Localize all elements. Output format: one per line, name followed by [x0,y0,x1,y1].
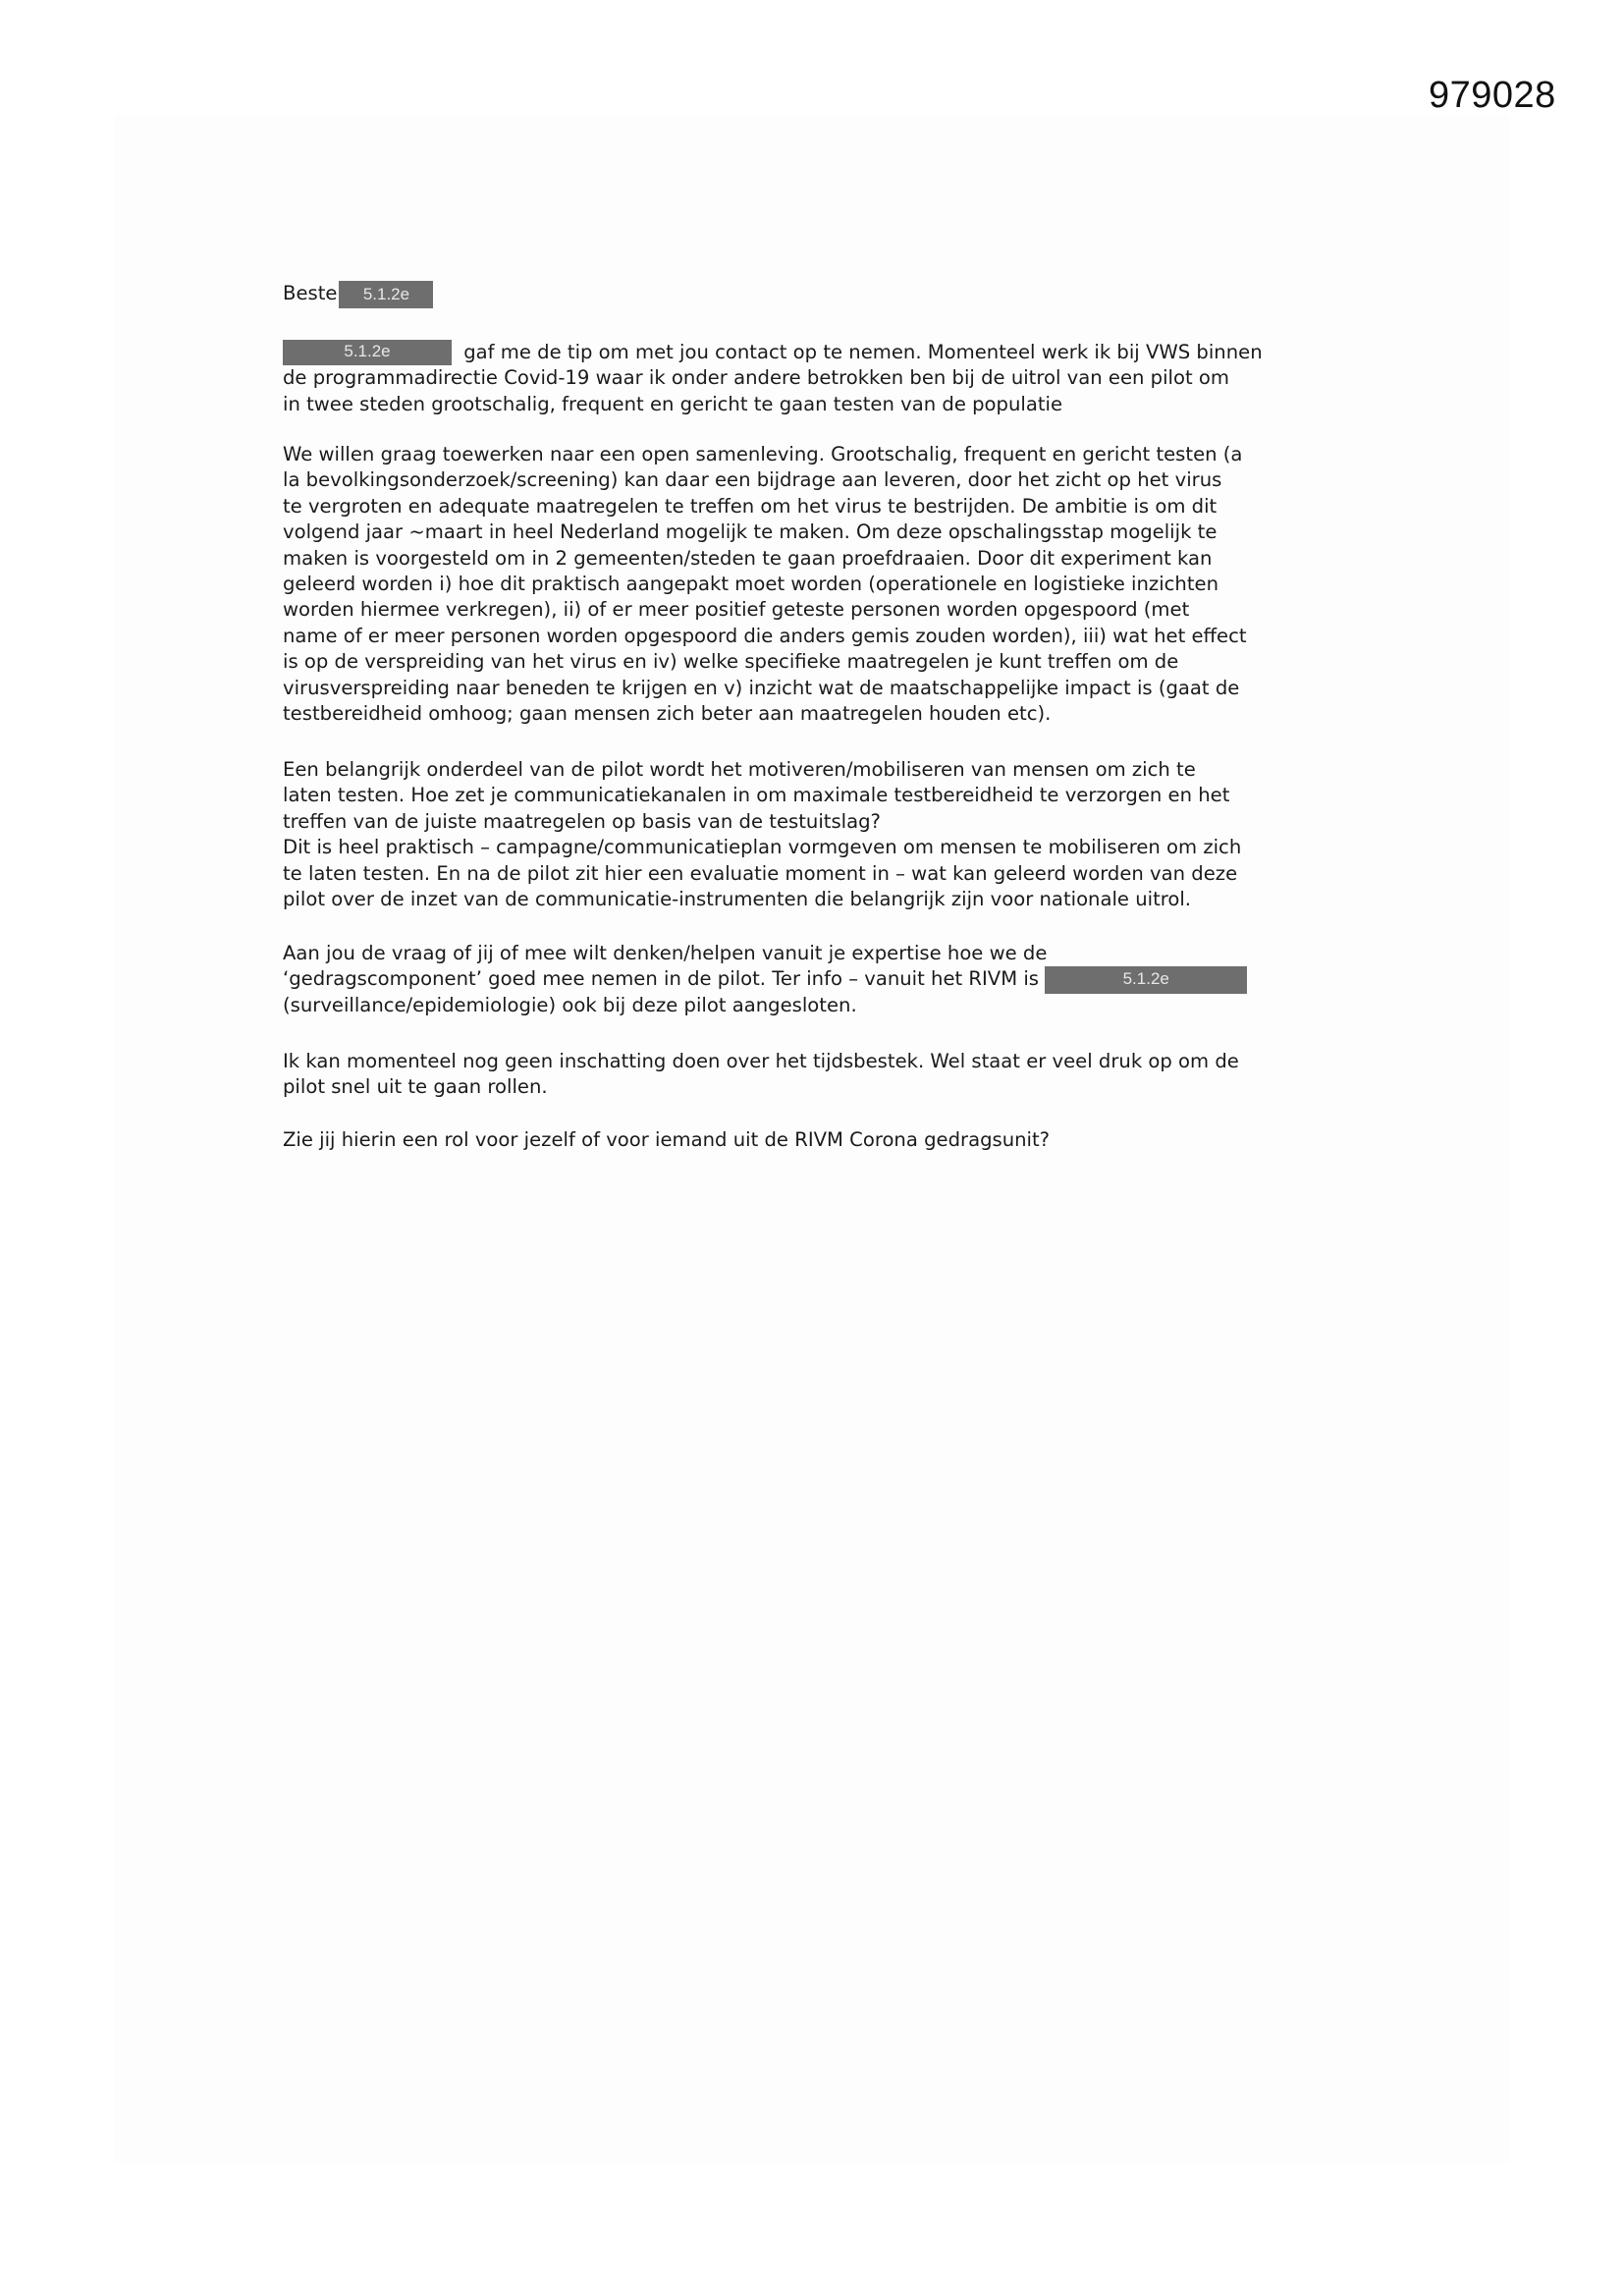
paragraph-line: in twee steden grootschalig, frequent en gericht te gaan testen van de populatie [283,392,1063,415]
paragraph-line: virusverspreiding naar beneden te krijgen en v) inzicht wat de maatschappelijke impact is (gaat de [283,676,1240,699]
paragraph-line: treffen van de juiste maatregelen op basis van de testuitslag? [283,809,881,833]
paragraph-line: Zie jij hierin een rol voor jezelf of voor iemand uit de RIVM Corona gedragsunit? [283,1128,1051,1151]
paragraph-request [283,941,1247,1018]
redaction-box: 5.1.2e [1045,966,1247,994]
paragraph-line: pilot snel uit te gaan rollen. [283,1075,548,1099]
document-number: 979028 [1429,75,1556,116]
paragraph-line: pilot over de inzet van de communicatie-instrumenten die belangrijk zijn voor nationale uitrol. [283,887,1192,910]
greeting-text: Beste [283,282,338,304]
redaction-box: 5.1.2e [339,281,433,308]
redaction-box: 5.1.2e [283,340,452,365]
paragraph-line: (surveillance/epidemiologie) ook bij deze pilot aangesloten. [283,993,857,1016]
paragraph-line: name of er meer personen worden opgespoord die anders gemis zouden worden), iii) wat het effect [283,624,1247,647]
paragraph-line: Dit is heel praktisch – campagne/communicatieplan vormgeven om mensen te mobiliseren om zich [283,836,1242,859]
paragraph-intro [283,340,1263,417]
paragraph-line: te vergroten en adequate maatregelen te treffen om het virus te bestrijden. De ambitie is om dit [283,494,1218,518]
paragraph-line: testbereidheid omhoog; gaan mensen zich beter aan maatregelen houden etc). [283,701,1052,725]
paragraph-line: Een belangrijk onderdeel van de pilot wordt het motiveren/mobiliseren van mensen om zich te [283,758,1196,781]
paragraph-line: is op de verspreiding van het virus en iv) welke specifieke maatregelen je kunt treffen om de [283,650,1179,674]
paragraph-timeline [283,1049,1239,1101]
paragraph-line: We willen graag toewerken naar een open samenleving. Grootschalig, frequent en gericht testen (a [283,443,1243,465]
paragraph-line: worden hiermee verkregen), ii) of er meer positief geteste personen worden opgespoord (met [283,598,1190,622]
paragraph-line: maken is voorgesteld om in 2 gemeenten/steden te gaan proefdraaien. Door dit experiment kan [283,546,1213,570]
paragraph-line: volgend jaar ~maart in heel Nederland mogelijk te maken. Om deze opschalingsstap mogelijk te [283,520,1218,544]
paragraph-line: laten testen. Hoe zet je communicatiekanalen in om maximale testbereidheid te verzorgen en het [283,784,1230,807]
greeting-line [283,281,433,306]
paragraph-question [283,1127,1050,1153]
paragraph-line: gaf me de tip om met jou contact op te nemen. Momenteel werk ik bij VWS binnen [458,341,1263,363]
paragraph-communication [283,757,1241,912]
paragraph-line: Ik kan momenteel nog geen inschatting doen over het tijdsbestek. Wel staat er veel druk op om de [283,1050,1239,1072]
paragraph-ambition [283,442,1247,727]
paragraph-line: Aan jou de vraag of jij of mee wilt denken/helpen vanuit je expertise hoe we de [283,942,1048,964]
paragraph-line: geleerd worden i) hoe dit praktisch aangepakt moet worden (operationele en logistieke inzichten [283,572,1218,595]
paragraph-line: la bevolkingsonderzoek/screening) kan daar een bijdrage aan leveren, door het zicht op het virus [283,468,1222,492]
paragraph-line: te laten testen. En na de pilot zit hier een evaluatie moment in – wat kan geleerd worden van deze [283,861,1238,885]
paragraph-line: de programmadirectie Covid-19 waar ik onder andere betrokken ben bij de uitrol van een pilot om [283,366,1229,390]
paragraph-line: ‘gedragscomponent’ goed mee nemen in de pilot. Ter info – vanuit het RIVM is [283,967,1046,991]
